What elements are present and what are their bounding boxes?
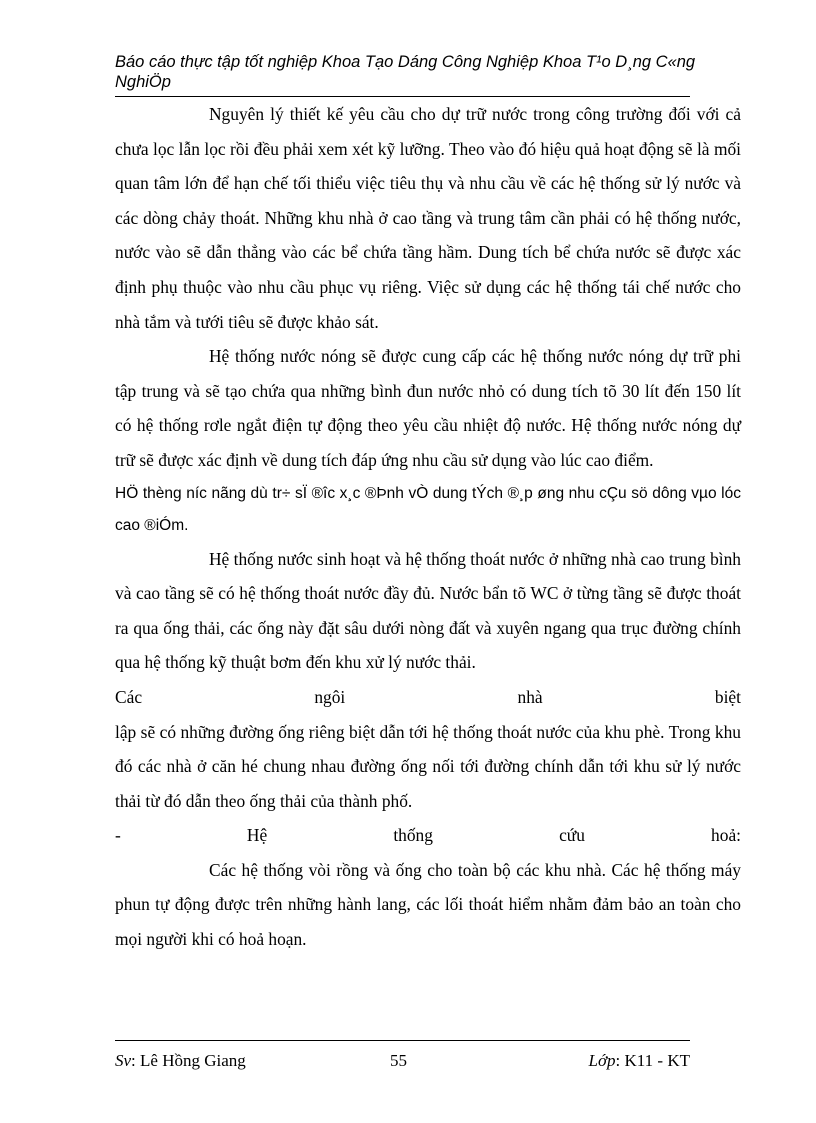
paragraph-separate-pipes: lập sẽ có những đường ống riêng biệt dẫn tới hệ thống thoát nước của khu phè. Trong khu đó các nhà ở căn hé chung nhau đường ống nối tới đường chính dẫn tới khu sử lý nước thải từ đó dẫn theo ống thải của thành phố. xyxy=(115,721,741,811)
page-header xyxy=(115,52,705,92)
spread-word: Các xyxy=(115,686,143,707)
page-number: 55 xyxy=(390,1051,407,1070)
bullet-marker: - xyxy=(115,825,121,846)
paragraph-hot-water: Hệ thống nước nóng sẽ được cung cấp các hệ thống nước nóng dự trữ phi tập trung và sẽ tạo chứa qua những bình đun nước nhỏ có dung tích tõ 30 lít đến 150 lít có hệ thống rơle ngắt điện tự động theo yêu cầu nhiệt độ nước. Hệ thống nước nóng dự trữ sẽ được xác định về dung tích đáp ứng nhu cầu sử dụng vào lúc cao điểm. xyxy=(115,346,741,470)
class-label: Lớp xyxy=(588,1051,616,1070)
paragraph-fire-hoses: Các hệ thống vòi rồng và ống cho toàn bộ các khu nhà. Các hệ thống máy phun tự động được trên những hành lang, các lối thoát hiểm nhằm đảm bảo an toàn cho mọi người khi có hoả hoạn. xyxy=(115,859,741,950)
paragraph-garbled-font: HÖ thèng níc nãng dù tr÷ sÏ ®îc x¸c ®Þnh vÒ dung tÝch ®¸p øng nhu cÇu sö dông vµo lóc cao ®iÓm. xyxy=(115,484,741,534)
paragraph-drainage: Hệ thống nước sinh hoạt và hệ thống thoát nước ở những nhà cao trung bình và cao tầng sẽ có hệ thống thoát nước đầy đủ. Nước bẩn tõ WC ở từng tầng sẽ được thoát ra qua ống thải, các ống này đặt sâu dưới nòng đất và xuyên ngang qua trục đường chính qua hệ thống kỹ thuật bơm đến khu xử lý nước thải. xyxy=(115,548,741,673)
document-body xyxy=(115,97,741,957)
paragraph-water-storage: Nguyên lý thiết kế yêu cầu cho dự trữ nước trong công trường đối với cả chưa lọc lẫn lọc rồi đều phải xem xét kỹ lưỡng. Theo vào đó hiệu quả hoạt động sẽ là mối quan tâm lớn để hạn chế tối thiểu việc tiêu thụ và nhu cầu về các hệ thống sử lý nước và các dòng chảy thoát. Những khu nhà ở cao tầng và trung tâm cần phải có hệ thống nước, nước vào sẽ dẫn thẳng vào các bể chứa tầng hầm. Dung tích bể chứa nước sẽ được xác định phụ thuộc vào nhu cầu phục vụ riêng. Việc sử dụng các hệ thống tái chế nước cho nhà tắm và tưới tiêu sẽ được khảo sát. xyxy=(115,104,741,332)
bullet-word: Hệ xyxy=(246,825,268,846)
bullet-fire-system xyxy=(115,818,741,853)
spread-word: ngôi xyxy=(314,686,346,707)
author-name: : Lê Hồng Giang xyxy=(131,1051,246,1070)
bullet-word: cứu xyxy=(559,825,585,846)
spread-text-line xyxy=(115,680,741,715)
header-title: Báo cáo thực tập tốt nghiệp Khoa Tạo Dáng Công Nghiệp Khoa T¹o D¸ng C«ng NghiÖp xyxy=(115,53,696,91)
class-value: : K11 - KT xyxy=(615,1051,690,1070)
bullet-word: thống xyxy=(393,825,433,846)
footer-author xyxy=(115,1049,246,1073)
bullet-word: hoả: xyxy=(711,825,741,846)
author-label: Sv xyxy=(115,1051,132,1070)
footer-class xyxy=(589,1049,690,1073)
spread-word: biệt xyxy=(714,686,741,707)
footer-divider xyxy=(115,1040,690,1041)
spread-word: nhà xyxy=(517,686,543,707)
